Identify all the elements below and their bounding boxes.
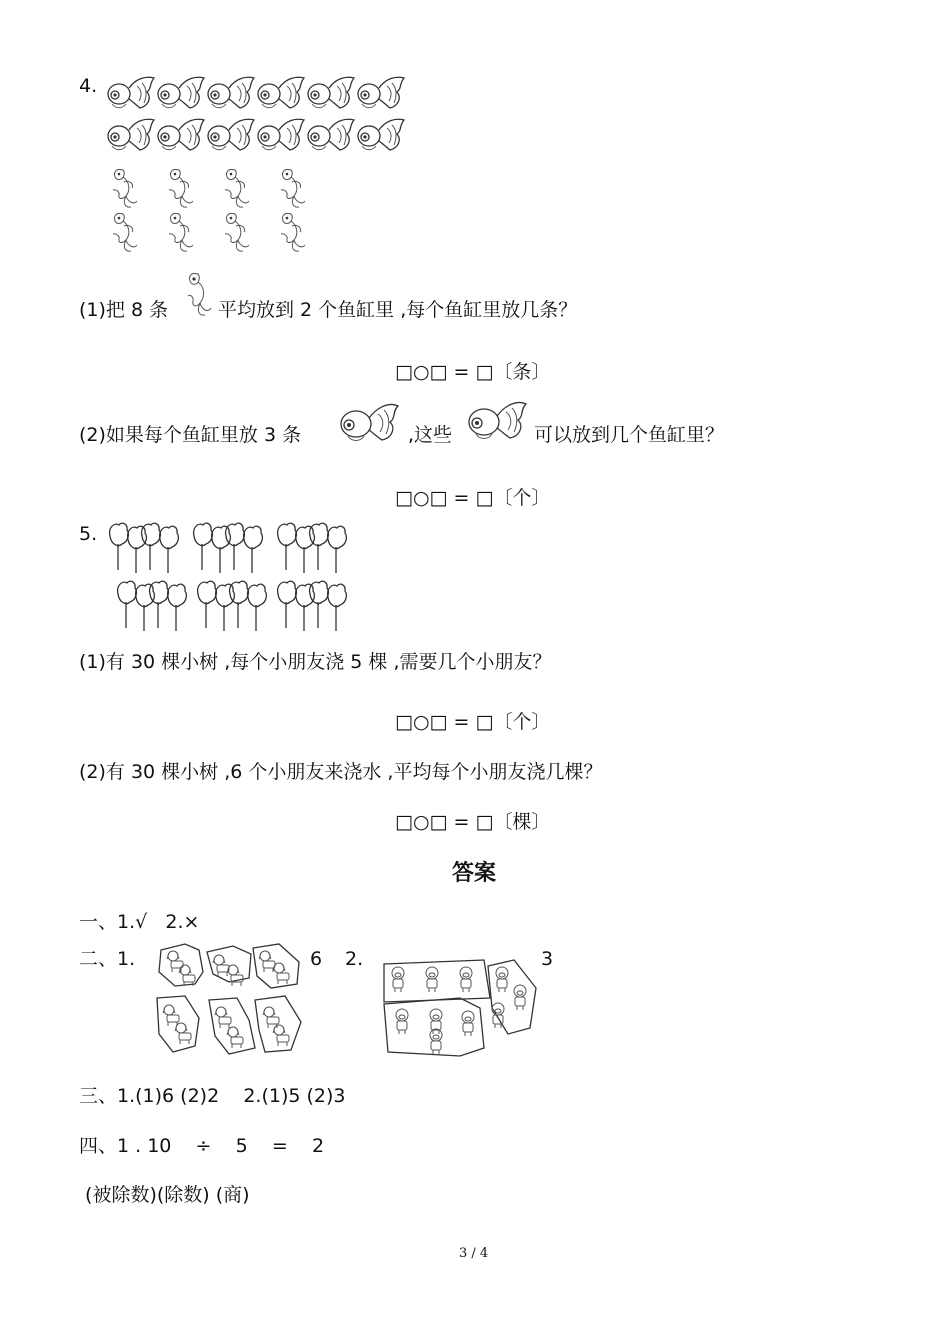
goldfish-icon	[258, 77, 304, 108]
dog-icon	[263, 1007, 279, 1028]
small-fish-group	[108, 168, 313, 254]
goldfish-icon	[358, 119, 404, 150]
q4-sub1-pre: (1)把 8 条	[79, 299, 169, 321]
q4-sub2-post: 可以放到几个鱼缸里？	[534, 424, 725, 446]
goldfish-icon	[208, 119, 254, 150]
dog-icon	[175, 1023, 191, 1044]
tree-icon	[216, 584, 235, 631]
small-fish-icon	[169, 169, 193, 207]
goldfish-icon	[108, 77, 154, 108]
pig-icon	[430, 1029, 442, 1054]
tree-icon	[110, 523, 129, 570]
dogs-grouped-picture	[155, 942, 305, 1067]
small-fish-icon	[113, 169, 137, 207]
dog-icon	[273, 1025, 289, 1046]
dog-icon	[215, 1007, 231, 1028]
small-fish-icon	[113, 213, 137, 251]
tree-icon	[212, 526, 231, 573]
tree-icon	[248, 584, 267, 631]
tree-icon	[328, 526, 347, 573]
pig-icon	[392, 967, 404, 992]
dog-icon	[163, 1005, 179, 1026]
tree-icon	[118, 581, 137, 628]
question-4-number: 4.	[79, 75, 98, 97]
small-fish-icon	[180, 270, 214, 318]
tree-icon	[136, 584, 155, 631]
small-fish-icon	[281, 213, 305, 251]
tree-icon	[160, 526, 179, 573]
goldfish-icon	[258, 119, 304, 150]
tree-icon	[278, 523, 297, 570]
pig-icon	[514, 985, 526, 1010]
pig-icon	[426, 967, 438, 992]
answer-line-4: 四、1 . 10 ÷ 5 = 2	[79, 1135, 325, 1157]
answer-line-2-a: 6	[310, 948, 323, 970]
answer-line-2-b: 2.	[345, 948, 364, 970]
small-fish-icon	[169, 213, 193, 251]
q4-sub2-equation: □○□ = □〔个〕	[395, 487, 551, 509]
trees-group	[108, 522, 353, 640]
answer-line-1: 一、1.√ 2.×	[79, 911, 200, 933]
q4-sub2-pre: (2)如果每个鱼缸里放 3 条	[79, 424, 302, 446]
tree-icon	[328, 584, 347, 631]
q5-sub1: (1)有 30 棵小树 ,每个小朋友浇 5 棵 ,需要几个小朋友？	[79, 651, 552, 673]
tree-icon	[278, 581, 297, 628]
q4-sub2-mid: ,这些	[408, 424, 453, 446]
q5-sub2-equation: □○□ = □〔棵〕	[395, 811, 551, 833]
answer-line-3: 三、1.(1)6 (2)2 2.(1)5 (2)3	[79, 1085, 346, 1107]
pig-icon	[496, 967, 508, 992]
answers-title: 答案	[452, 861, 497, 886]
goldfish-icon	[308, 77, 354, 108]
answer-line-2-pre: 二、1.	[79, 948, 136, 970]
tree-icon	[296, 584, 315, 631]
goldfish-icon	[158, 119, 204, 150]
small-fish-icon	[225, 169, 249, 207]
tree-icon	[244, 526, 263, 573]
answer-line-5: (被除数)(除数) (商)	[79, 1184, 250, 1206]
goldfish-icon	[208, 77, 254, 108]
goldfish-icon	[466, 398, 530, 444]
small-fish-icon	[225, 213, 249, 251]
tree-icon	[198, 581, 217, 628]
tree-icon	[194, 523, 213, 570]
pig-icon	[396, 1009, 408, 1034]
goldfish-icon	[358, 77, 404, 108]
pigs-grouped-picture	[380, 958, 540, 1058]
goldfish-icon	[338, 400, 402, 446]
page-number: 3 / 4	[459, 1246, 489, 1261]
answer-line-2-c: 3	[541, 948, 554, 970]
tree-icon	[168, 584, 187, 631]
pig-icon	[492, 1003, 504, 1028]
question-5-number: 5.	[79, 523, 98, 545]
small-fish-icon	[281, 169, 305, 207]
pig-icon	[462, 1011, 474, 1036]
dog-icon	[259, 951, 275, 972]
goldfish-icon	[308, 119, 354, 150]
q5-sub2: (2)有 30 棵小树 ,6 个小朋友来浇水 ,平均每个小朋友浇几棵？	[79, 761, 603, 783]
goldfish-icon	[158, 77, 204, 108]
goldfish-icon	[108, 119, 154, 150]
q4-sub1-equation: □○□ = □〔条〕	[395, 361, 551, 383]
q5-sub1-equation: □○□ = □〔个〕	[395, 711, 551, 733]
goldfish-big-group	[106, 74, 411, 156]
q4-sub1-post: 平均放到 2 个鱼缸里 ,每个鱼缸里放几条？	[218, 299, 578, 321]
tree-icon	[128, 526, 147, 573]
pig-icon	[460, 967, 472, 992]
dog-icon	[227, 1027, 243, 1048]
tree-icon	[296, 526, 315, 573]
